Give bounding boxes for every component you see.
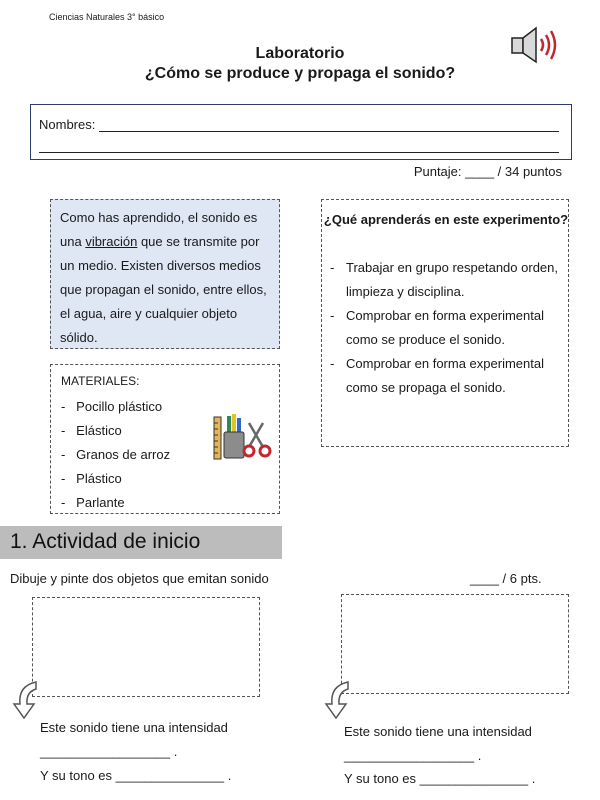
list-item: - Elástico (61, 423, 122, 438)
learn-title: ¿Qué aprenderás en este experimento? (323, 212, 569, 227)
page-title: Laboratorio (255, 45, 345, 62)
activity-points: ____ / 6 pts. (470, 571, 542, 586)
materials-title: MATERIALES: (61, 374, 140, 388)
names-line-1[interactable] (99, 131, 559, 132)
left-tone-blank[interactable]: Y su tono es _______________ . (40, 768, 232, 783)
section-heading-bar (0, 526, 282, 559)
left-intensity-question: Este sonido tiene una intensidad (40, 720, 228, 735)
page-subtitle: ¿Cómo se produce y propaga el sonido? (144, 65, 456, 82)
materials-box (50, 364, 280, 514)
drawing-area-right[interactable] (341, 594, 569, 694)
section-heading: 1. Actividad de inicio (10, 530, 201, 553)
vibration-term: vibración (85, 234, 138, 249)
materials-list (61, 395, 170, 515)
curved-arrow-icon (320, 680, 350, 722)
names-line-2[interactable] (39, 152, 559, 153)
speaker-icon (508, 24, 562, 66)
names-box (30, 104, 572, 160)
drawing-area-left[interactable] (32, 597, 260, 697)
list-item: - Comprobar en forma experimental como se produce el sonido. (330, 308, 544, 347)
learn-list (330, 256, 564, 400)
right-intensity-question: Este sonido tiene una intensidad (344, 724, 532, 739)
intro-text: Como has aprendido, el sonido es una vibración que se transmite por un medio. Existen diversos medios que propagan el sonido, entre ellos, el agua, aire y cualquier objeto sólido. (60, 210, 267, 345)
list-item: - Parlante (61, 495, 125, 510)
learn-box (321, 199, 569, 447)
list-item: - Trabajar en grupo respetando orden, limpieza y disciplina. (330, 260, 558, 299)
list-item: - Plástico (61, 471, 122, 486)
school-supplies-icon (211, 413, 275, 463)
curved-arrow-icon (8, 680, 38, 722)
score-field: Puntaje: ____ / 34 puntos (413, 164, 562, 179)
activity-instruction: Dibuje y pinte dos objetos que emitan sonido (10, 571, 269, 586)
list-item: - Granos de arroz (61, 447, 171, 462)
subject-header: Ciencias Naturales 3° básico (49, 12, 165, 22)
list-item: - Comprobar en forma experimental como se propaga el sonido. (330, 356, 544, 395)
right-intensity-blank[interactable]: __________________ . (344, 748, 482, 763)
names-label: Nombres: (39, 117, 96, 132)
left-intensity-blank[interactable]: __________________ . (40, 744, 178, 759)
intro-box (50, 199, 280, 349)
list-item: - Pocillo plástico (61, 399, 163, 414)
right-tone-blank[interactable]: Y su tono es _______________ . (344, 771, 536, 786)
